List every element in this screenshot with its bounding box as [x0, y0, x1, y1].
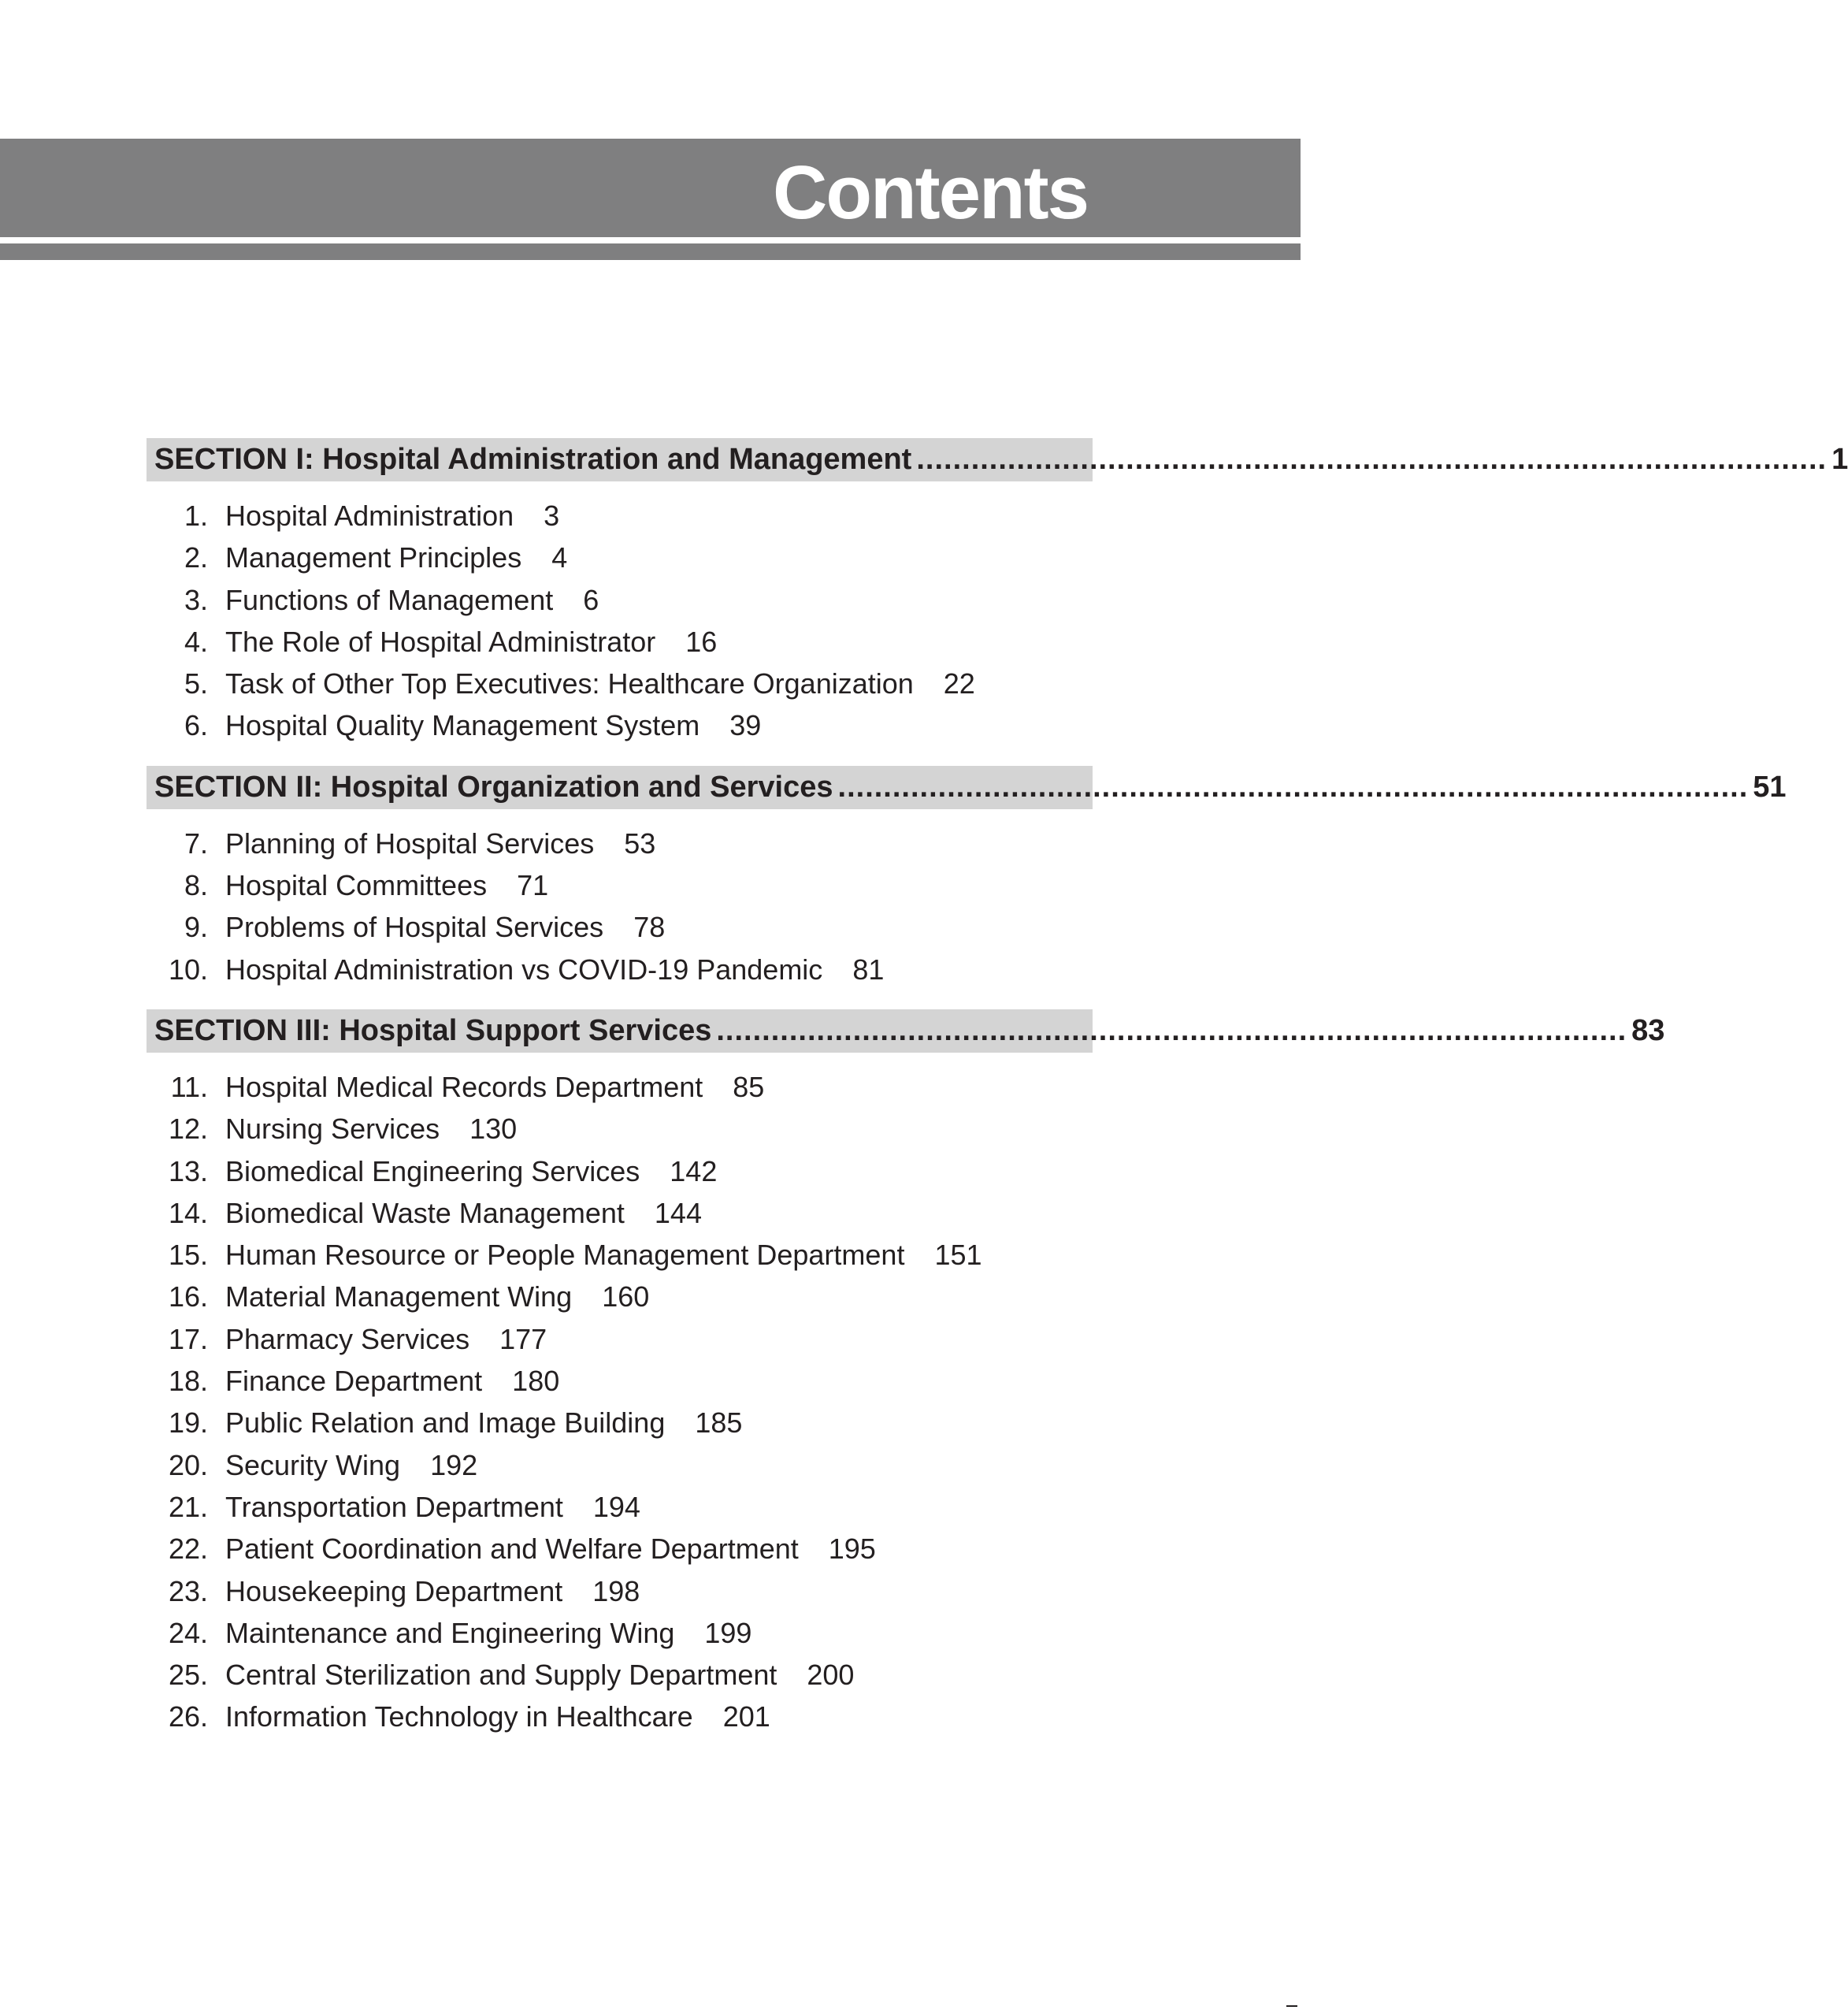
- chapter-title: Material Management Wing: [225, 1280, 573, 1313]
- page-title: Contents: [773, 150, 1088, 235]
- chapter-page-number: 151: [934, 1239, 982, 1272]
- chapter-title: Hospital Administration vs COVID-19 Pandemic: [225, 953, 823, 986]
- chapter-title: Biomedical Waste Management: [225, 1196, 625, 1229]
- chapter-title: Human Resource or People Management Department: [225, 1239, 905, 1272]
- chapter-entry[interactable]: [147, 1486, 1093, 1528]
- toc-section-3: [147, 1009, 1665, 1757]
- chapter-entry[interactable]: [147, 864, 1093, 906]
- section-title: SECTION I: Hospital Administration and Management: [154, 443, 912, 476]
- chapter-number: 21.: [168, 1490, 208, 1523]
- chapter-entry[interactable]: [147, 906, 1093, 948]
- chapter-entry[interactable]: [147, 1360, 1093, 1402]
- chapter-entry[interactable]: [147, 1612, 1093, 1654]
- chapter-page-number: 142: [670, 1154, 718, 1187]
- chapter-number: 13.: [168, 1154, 208, 1187]
- crop-mark: [1286, 2005, 1297, 2007]
- chapter-number: 15.: [168, 1239, 208, 1272]
- chapter-list: [147, 809, 1093, 1009]
- toc-section-2: [147, 766, 1787, 1009]
- chapter-entry[interactable]: [147, 1654, 1093, 1696]
- chapter-number: 24.: [168, 1616, 208, 1649]
- chapter-number: 6.: [184, 709, 208, 742]
- chapter-number: 4.: [184, 625, 208, 658]
- chapter-number: 8.: [184, 869, 208, 902]
- chapter-title: Security Wing: [225, 1448, 401, 1481]
- chapter-page-number: 185: [695, 1406, 743, 1440]
- chapter-entry[interactable]: [147, 579, 1093, 621]
- chapter-list: [147, 481, 1093, 766]
- chapter-number: 9.: [184, 911, 208, 944]
- chapter-page-number: 144: [654, 1196, 702, 1229]
- chapter-page-number: 192: [430, 1448, 478, 1481]
- chapter-number: 14.: [168, 1196, 208, 1229]
- section-page-number: 51: [1753, 770, 1787, 804]
- chapter-number: 11.: [170, 1070, 208, 1103]
- chapter-number: 17.: [168, 1322, 208, 1355]
- chapter-title: Nursing Services: [225, 1113, 440, 1146]
- chapter-page-number: 130: [469, 1113, 518, 1146]
- chapter-number: 5.: [184, 667, 208, 700]
- chapter-title: Hospital Quality Management System: [225, 709, 700, 742]
- dot-leader: ....................................................................................................: [837, 770, 1749, 804]
- section-heading[interactable]: [147, 1009, 1665, 1053]
- chapter-entry[interactable]: [147, 1318, 1093, 1360]
- chapter-page-number: 180: [512, 1365, 560, 1398]
- chapter-title: Maintenance and Engineering Wing: [225, 1616, 675, 1649]
- chapter-number: 12.: [168, 1113, 208, 1146]
- chapter-number: 25.: [168, 1659, 208, 1692]
- chapter-page-number: 194: [592, 1490, 640, 1523]
- chapter-page-number: 53: [624, 827, 656, 860]
- chapter-title: Patient Coordination and Welfare Department: [225, 1533, 799, 1566]
- chapter-page-number: 81: [852, 953, 885, 986]
- section-heading[interactable]: [147, 766, 1787, 809]
- chapter-title: Hospital Administration: [225, 500, 514, 532]
- chapter-title: Task of Other Top Executives: Healthcare Organization: [225, 667, 914, 700]
- chapter-page-number: 199: [704, 1616, 752, 1649]
- chapter-entry[interactable]: [147, 1528, 1093, 1570]
- chapter-title: The Role of Hospital Administrator: [225, 625, 656, 658]
- chapter-number: 19.: [168, 1406, 208, 1440]
- chapter-entry[interactable]: [147, 663, 1093, 704]
- chapter-page-number: 177: [499, 1322, 547, 1355]
- section-title: SECTION II: Hospital Organization and Services: [154, 770, 833, 804]
- chapter-title: Finance Department: [225, 1365, 483, 1398]
- chapter-title: Biomedical Engineering Services: [225, 1154, 640, 1187]
- chapter-entry[interactable]: [147, 537, 1093, 578]
- chapter-entry[interactable]: [147, 823, 1093, 864]
- chapter-title: Problems of Hospital Services: [225, 911, 604, 944]
- chapter-title: Management Principles: [225, 541, 522, 574]
- chapter-page-number: 4: [551, 541, 568, 574]
- chapter-page-number: 71: [517, 869, 549, 902]
- section-page-number: 1: [1831, 443, 1848, 476]
- chapter-page-number: 195: [828, 1533, 876, 1566]
- title-banner: [0, 139, 1301, 237]
- chapter-title: Transportation Department: [225, 1490, 563, 1523]
- chapter-title: Central Sterilization and Supply Department: [225, 1659, 777, 1692]
- chapter-number: 20.: [168, 1448, 208, 1481]
- chapter-title: Pharmacy Services: [225, 1322, 470, 1355]
- chapter-title: Housekeeping Department: [225, 1574, 563, 1607]
- chapter-page-number: 200: [807, 1659, 855, 1692]
- chapter-entry[interactable]: [147, 1276, 1093, 1317]
- chapter-entry[interactable]: [147, 1150, 1093, 1192]
- section-heading[interactable]: [147, 438, 1848, 481]
- chapter-entry[interactable]: [147, 1234, 1093, 1276]
- chapter-number: 26.: [168, 1700, 208, 1733]
- chapter-entry[interactable]: [147, 1570, 1093, 1612]
- chapter-title: Planning of Hospital Services: [225, 827, 595, 860]
- chapter-entry[interactable]: [147, 1444, 1093, 1486]
- chapter-number: 23.: [168, 1574, 208, 1607]
- chapter-number: 16.: [168, 1280, 208, 1313]
- chapter-page-number: 39: [729, 709, 762, 742]
- chapter-entry[interactable]: [147, 1696, 1093, 1737]
- chapter-entry[interactable]: [147, 1066, 1093, 1108]
- chapter-title: Hospital Medical Records Department: [225, 1070, 703, 1103]
- dot-leader: ....................................................................................................: [916, 443, 1828, 476]
- chapter-page-number: 160: [602, 1280, 650, 1313]
- chapter-entry[interactable]: [147, 1402, 1093, 1443]
- chapter-entry[interactable]: [147, 949, 1093, 990]
- section-page-number: 83: [1631, 1013, 1665, 1047]
- chapter-entry[interactable]: [147, 621, 1093, 663]
- chapter-page-number: 6: [583, 583, 599, 616]
- chapter-page-number: 198: [592, 1574, 640, 1607]
- chapter-page-number: 85: [733, 1070, 765, 1103]
- chapter-number: 1.: [184, 500, 208, 532]
- chapter-title: Hospital Committees: [225, 869, 488, 902]
- chapter-list: [147, 1053, 1093, 1757]
- toc-section-1: [147, 438, 1848, 766]
- chapter-page-number: 3: [544, 500, 560, 532]
- chapter-entry[interactable]: [147, 704, 1093, 746]
- chapter-page-number: 78: [633, 911, 666, 944]
- chapter-number: 22.: [168, 1533, 208, 1566]
- chapter-title: Functions of Management: [225, 583, 554, 616]
- chapter-title: Public Relation and Image Building: [225, 1406, 666, 1440]
- section-title: SECTION III: Hospital Support Services: [154, 1013, 712, 1047]
- chapter-number: 2.: [184, 541, 208, 574]
- chapter-entry[interactable]: [147, 1192, 1093, 1234]
- chapter-title: Information Technology in Healthcare: [225, 1700, 693, 1733]
- chapter-entry[interactable]: [147, 1108, 1093, 1150]
- dot-leader: ....................................................................................................: [716, 1013, 1627, 1047]
- chapter-number: 3.: [184, 583, 208, 616]
- chapter-page-number: 22: [943, 667, 975, 700]
- chapter-entry[interactable]: [147, 495, 1093, 537]
- title-banner-rule: [0, 243, 1301, 260]
- chapter-page-number: 16: [685, 625, 718, 658]
- chapter-number: 18.: [168, 1365, 208, 1398]
- table-of-contents: [147, 438, 1848, 1757]
- chapter-number: 7.: [184, 827, 208, 860]
- chapter-number: 10.: [168, 953, 208, 986]
- chapter-page-number: 201: [722, 1700, 770, 1733]
